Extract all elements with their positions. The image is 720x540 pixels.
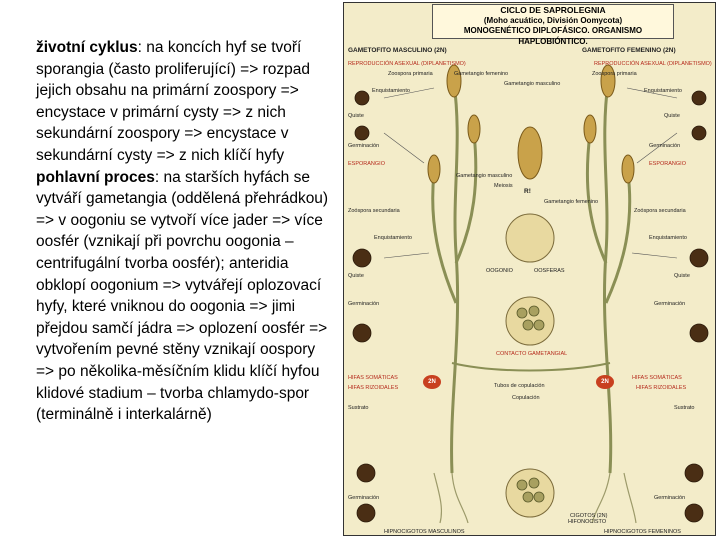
right-sporangium [601,65,615,97]
right-hypnozygote-2 [685,504,703,522]
left-label-12: Germinación [348,495,380,501]
right-sporangium-2 [622,155,634,183]
right-cyst-4 [690,324,708,342]
left-label-1: Enquistamiento [372,88,410,94]
bottom-right-label: HIPNOCIGOTOS FEMENINOS [604,529,681,535]
right-cyst-3 [690,249,708,267]
figure-subtitle: (Moho acuático, División Oomycota) [483,15,623,25]
right-cyst-2 [692,126,706,140]
right-branch-hypha-2 [587,133,606,263]
right-repro-label: REPRODUCCIÓN ASEXUAL (DIPLANETISMO) [594,61,712,67]
center-label-4: OOGONIO [486,268,513,274]
left-label-11: Sustrato [348,405,369,411]
right-label-12: Germinación [654,495,686,501]
description-text [36,37,336,426]
right-label-7: Quiste [674,273,690,279]
right-label-0: Zoospora primaria [592,71,637,77]
center-label-12: Gametangio femenino [544,199,599,205]
diploid-badge-left: 2N [423,375,441,389]
right-label-5: Zoóspora secundaria [634,208,686,214]
left-label-2: Quiste [348,113,364,119]
resting-stage-paragraph: klidové stadium – tvorba chlamydo-spor (terminálně i interkalárně) [36,384,310,424]
left-cyst-1 [355,91,369,105]
sexual-process-term: pohlavní proces [36,168,155,186]
left-label-4: ESPORANGIO [348,161,385,167]
left-hypnozygote-1 [357,464,375,482]
left-main-hypha [452,83,458,473]
figure-title: CICLO DE SAPROLEGNIA [500,5,606,15]
center-label-10: HIFONOCISTO [568,519,607,525]
central-sporangium [518,127,542,179]
right-cyst-1 [692,91,706,105]
bottom-left-label: HIPNOCIGOTOS MASCULINOS [384,529,465,535]
center-label-5: OOSFERAS [534,268,565,274]
left-sporangium-3 [468,115,480,143]
left-hypnozygote-2 [357,504,375,522]
left-label-0: Zoospora primaria [388,71,433,77]
left-column-title: GAMETOFITO MASCULINO (2N) [348,47,447,54]
left-branch-hypha [433,173,456,303]
left-label-7: Quiste [348,273,364,279]
left-cyst-3 [353,249,371,267]
center-label-7: Tubos de copulación [494,383,545,389]
right-label-4: ESPORANGIO [649,161,686,167]
life-cycle-body: : na koncích hyf se tvoří sporangia (často proliferující) => rozpad jejich obsahu na primární zoospory => encystace v primární cysty => z nich sekundární zoospory => encystace v sekundární cysty => z nich klíčí hyfy [36,39,310,164]
left-label-10: HIFAS RIZOIDALES [348,385,399,391]
center-label-11: Gametangio masculino [456,173,513,179]
diploid-badge-right: 2N [596,375,614,389]
left-sporangium-2 [428,155,440,183]
right-branch-hypha [606,173,630,303]
right-column-title: GAMETOFITO FEMENINO (2N) [582,47,676,54]
right-label-3: Germinación [649,143,681,149]
center-label-6: CONTACTO GAMETANGIAL [496,351,568,357]
right-label-2: Quiste [664,113,680,119]
sexual-process-body: : na starších hyfách se vytváří gametangia (oddělená přehrádkou) => v oogoniu se vytvoří více jader => více oosfér (vznikají při povrchu oogonia – centrifugální tvorba oosfér); anteridia obklopí oogonium => vytvářejí oplozovací hyfy, které vniknou do oogonia => jimi přejdou samčí jádra => oplození oosfér => vytvořením pevné stěny vznikají oospory => po několika-měsíčním klidu klíčí hyfou [36,168,329,380]
oogonium-top [506,214,554,262]
center-label-9: CIGOTOS (2N) [570,513,608,519]
life-cycle-paragraph [36,37,336,167]
right-label-11: Sustrato [674,405,695,411]
saprolegnia-life-cycle-illustration [343,2,716,536]
left-cyst-2 [355,126,369,140]
figure-subtitle-2: MONOGENÉTICO DIPLOFÁSICO. ORGANISMO HAPLOBIÓNTICO. [463,26,643,46]
sexual-process-paragraph [36,167,336,383]
right-label-1: Enquistamiento [644,88,682,94]
left-label-9: HIFAS SOMÁTICAS [348,375,398,381]
figure-header [432,4,674,46]
center-label-3: R! [524,188,531,195]
right-main-hypha [604,83,610,473]
left-cyst-4 [353,324,371,342]
left-label-8: Germinación [348,301,380,307]
right-sporangium-3 [584,115,596,143]
left-branch-hypha-2 [456,133,476,263]
right-label-6: Enquistamiento [649,235,687,241]
left-repro-label: REPRODUCCIÓN ASEXUAL (DIPLANETISMO) [348,61,466,67]
center-label-0: Gametangio femenino [454,71,509,77]
life-cycle-term: životní cyklus [36,39,138,56]
right-label-8: Germinación [654,301,686,307]
center-label-1: Gametangio masculino [504,81,561,87]
left-label-5: Zoóspora secundaria [348,208,400,214]
right-label-10: HIFAS RIZOIDALES [636,385,687,391]
left-sporangium [447,65,461,97]
right-hypnozygote-1 [685,464,703,482]
center-label-2: Meiosis [494,183,513,189]
center-label-8: Copulación [512,395,540,401]
left-label-6: Enquistamiento [374,235,412,241]
left-label-3: Germinación [348,143,380,149]
gametangial-connection [452,363,610,371]
right-label-9: HIFAS SOMÁTICAS [632,375,682,381]
